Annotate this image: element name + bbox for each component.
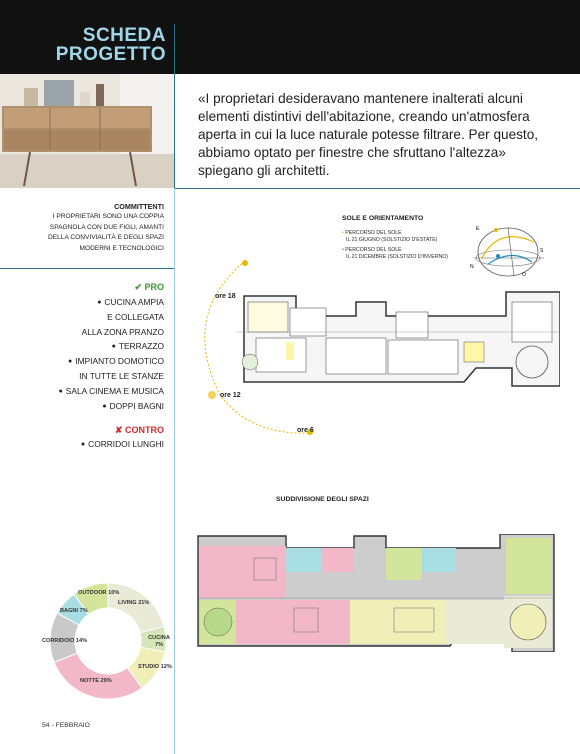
legend-summer-line1: PERCORSO DEL SOLE: [345, 230, 402, 236]
pro-list: [0, 295, 164, 414]
summer-dot-icon: •: [342, 230, 344, 236]
bullet-icon: ●: [58, 387, 63, 395]
pro-item: [0, 339, 164, 354]
pro-item: [0, 325, 164, 339]
title-line-2: PROGETTO: [55, 44, 166, 65]
pro-title: ✔ PRO: [134, 282, 164, 292]
pro-item: [0, 354, 164, 369]
pro-item-text: E COLLEGATA: [107, 312, 164, 323]
donut-label-studio: STUDIO 12%: [138, 664, 172, 670]
donut-label-living: LIVING 21%: [118, 600, 150, 606]
pro-item-text: IMPIANTO DOMOTICO: [75, 356, 164, 367]
pro-item-text: CUCINA AMPIA: [104, 297, 164, 307]
pro-item: [0, 369, 164, 383]
pro-item-text: TERRAZZO: [118, 340, 164, 351]
legend-summer: [342, 230, 437, 244]
donut-chart-container: [42, 580, 174, 702]
committenti-line: SPAGNOLA CON DUE FIGLI, AMANTI: [49, 223, 164, 231]
label-ore18: ore 18: [215, 293, 236, 300]
pro-item-text: SALA CINEMA E MUSICA: [65, 385, 164, 396]
label-ore6: ore 6: [297, 427, 314, 434]
spaces-section-title: SUDDIVISIONE DEGLI SPAZI: [276, 496, 369, 503]
sun-path-diagram: [468, 222, 578, 278]
pro-item: [0, 399, 164, 414]
title-line-1: SCHEDA: [82, 25, 166, 46]
donut-label-cucina: CUCINA 7%: [148, 635, 170, 648]
contro-item: [0, 437, 164, 452]
architect-quote: «I proprietari desideravano mantenere inalterati alcuni elementi distintivi dell'abitazione, creando un'atmosfera aperta in cui la luce naturale potesse filtrare. Per questo, abbiamo optato per finestre che sfruttano l'altezza» spiegano gli architetti.: [198, 91, 539, 178]
contro-list: [0, 437, 164, 452]
page-title: [0, 26, 166, 64]
bullet-icon: ●: [97, 299, 102, 306]
donut-label-outdoor: OUTDOOR 10%: [78, 590, 120, 596]
legend-winter-line1: PERCORSO DEL SOLE: [345, 247, 402, 253]
pro-item: [0, 310, 164, 324]
winter-dot-icon: •: [342, 247, 344, 253]
page-footer: 54 - FEBBRAIO: [42, 722, 90, 729]
committenti-text: [0, 212, 164, 254]
legend-summer-line2: IL 21 GIUGNO (SOLSTIZIO D'ESTATE): [346, 237, 438, 243]
bullet-icon: ●: [102, 403, 107, 411]
sidebar-separator: [0, 268, 174, 269]
donut-label-corridoio: CORRIDOIO 14%: [42, 638, 88, 644]
donut-label-notte: NOTTE 29%: [80, 678, 112, 684]
compass-n: N: [470, 264, 474, 270]
horizontal-divider: [174, 188, 580, 189]
pro-item-text: IN TUTTE LE STANZE: [79, 371, 164, 382]
label-ore12: ore 12: [220, 392, 241, 399]
legend-winter: [342, 247, 448, 261]
interior-photo: [0, 74, 174, 188]
legend-winter-line2: IL 21 DICEMBRE (SOLSTIZIO D'INVERNO): [346, 254, 448, 260]
pro-item: [0, 384, 164, 399]
pro-item-text: ALLA ZONA PRANZO: [81, 326, 164, 337]
compass-e: E: [476, 226, 480, 232]
sidebar-border: [174, 188, 175, 754]
floor-plan-orientation: [236, 282, 560, 392]
committenti-line: I PROPRIETARI SONO UNA COPPIA: [52, 213, 164, 220]
donut-slice-notte: [54, 653, 142, 699]
compass-s: S: [540, 248, 544, 254]
sun-section-title: SOLE E ORIENTAMENTO: [342, 215, 424, 222]
donut-label-bagni: BAGNI 7%: [60, 608, 88, 614]
committenti-title: COMMITTENTI: [114, 202, 164, 211]
bullet-icon: ●: [80, 441, 86, 448]
contro-item-text: CORRIDOI LUNGHI: [88, 439, 164, 449]
pro-item-text: DOPPI BAGNI: [109, 401, 164, 412]
floor-plan-spaces: [194, 534, 560, 652]
committenti-line: MODERNI E TECNOLOGICI: [79, 244, 164, 252]
contro-title: ✘ CONTRO: [114, 425, 164, 435]
vertical-divider: [174, 24, 175, 191]
bullet-icon: ●: [68, 358, 73, 366]
bullet-icon: ●: [111, 342, 116, 350]
compass-o: O: [522, 272, 526, 278]
pro-item: [0, 295, 164, 310]
committenti-line: DELLA CONVIVIALITÀ E DEGLI SPAZI: [47, 234, 164, 241]
